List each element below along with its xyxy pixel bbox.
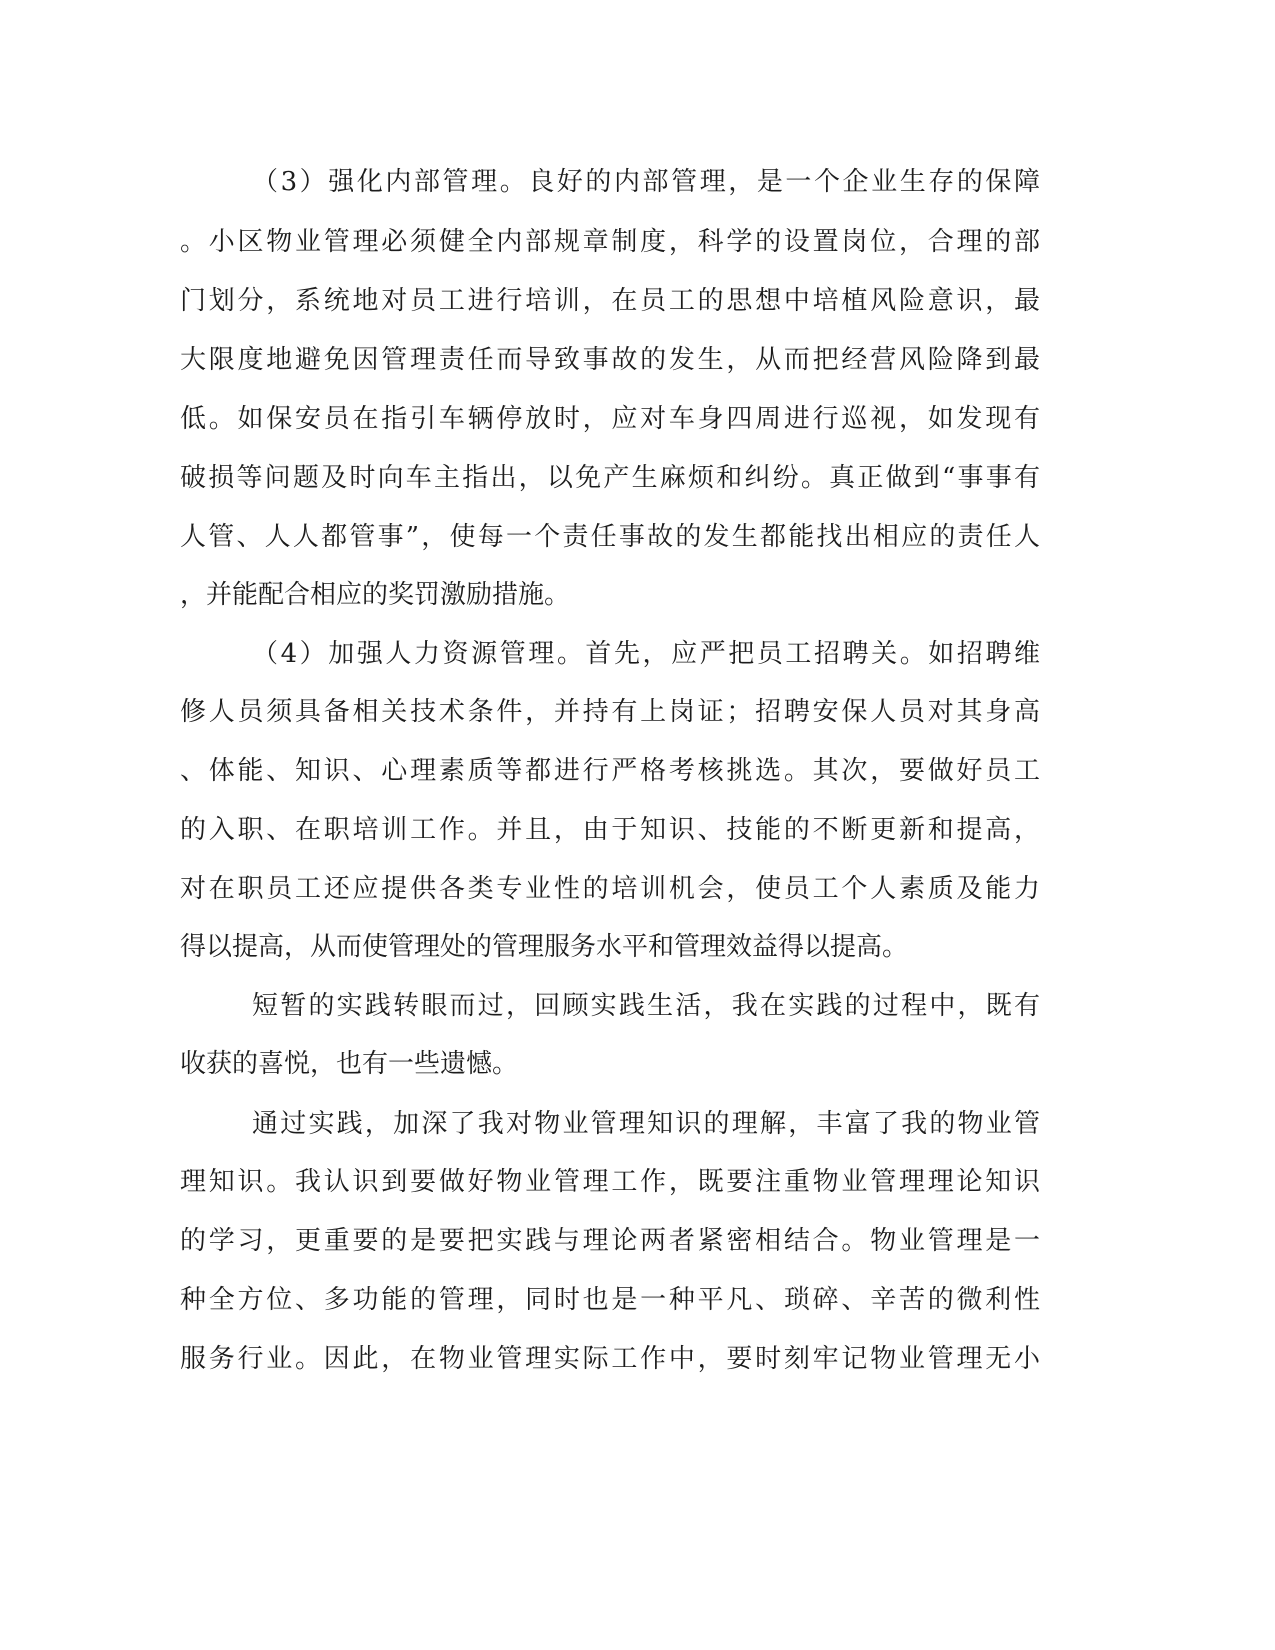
text-line: 的学习，更重要的是要把实践与理论两者紧密相结合。物业管理是一 [180, 1226, 1040, 1256]
text-line: 人管、人人都管事”，使每一个责任事故的发生都能找出相应的责任人 [180, 522, 1040, 552]
text-line: ，并能配合相应的奖罚激励措施。 [180, 580, 571, 610]
text-line: 对在职员工还应提供各类专业性的培训机会，使员工个人素质及能力 [180, 874, 1040, 904]
text-line: （3）强化内部管理。良好的内部管理，是一个企业生存的保障 [252, 167, 1040, 197]
text-line: 通过实践，加深了我对物业管理知识的理解，丰富了我的物业管 [252, 1109, 1040, 1139]
text-line: 短暂的实践转眼而过，回顾实践生活，我在实践的过程中，既有 [252, 991, 1040, 1021]
text-line: 修人员须具备相关技术条件，并持有上岗证；招聘安保人员对其身高 [180, 697, 1040, 727]
text-line: 大限度地避免因管理责任而导致事故的发生，从而把经营风险降到最 [180, 345, 1040, 375]
text-line: 低。如保安员在指引车辆停放时，应对车身四周进行巡视，如发现有 [180, 404, 1040, 434]
text-line: 种全方位、多功能的管理，同时也是一种平凡、琐碎、辛苦的微利性 [180, 1285, 1040, 1315]
text-line: 破损等问题及时向车主指出，以免产生麻烦和纠纷。真正做到“事事有 [180, 463, 1040, 493]
text-line: 收获的喜悦，也有一些遗憾。 [180, 1049, 519, 1079]
text-line: 、体能、知识、心理素质等都进行严格考核挑选。其次，要做好员工 [180, 756, 1040, 786]
text-line: 。小区物业管理必须健全内部规章制度，科学的设置岗位，合理的部 [180, 227, 1040, 257]
text-line: 理知识。我认识到要做好物业管理工作，既要注重物业管理理论知识 [180, 1167, 1040, 1197]
text-line: 服务行业。因此，在物业管理实际工作中，要时刻牢记物业管理无小 [180, 1344, 1040, 1374]
text-line: 的入职、在职培训工作。并且，由于知识、技能的不断更新和提高， [180, 815, 1040, 845]
text-line: 门划分，系统地对员工进行培训，在员工的思想中培植风险意识，最 [180, 286, 1040, 316]
text-line: （4）加强人力资源管理。首先，应严把员工招聘关。如招聘维 [252, 639, 1040, 669]
text-line: 得以提高，从而使管理处的管理服务水平和管理效益得以提高。 [180, 932, 909, 962]
